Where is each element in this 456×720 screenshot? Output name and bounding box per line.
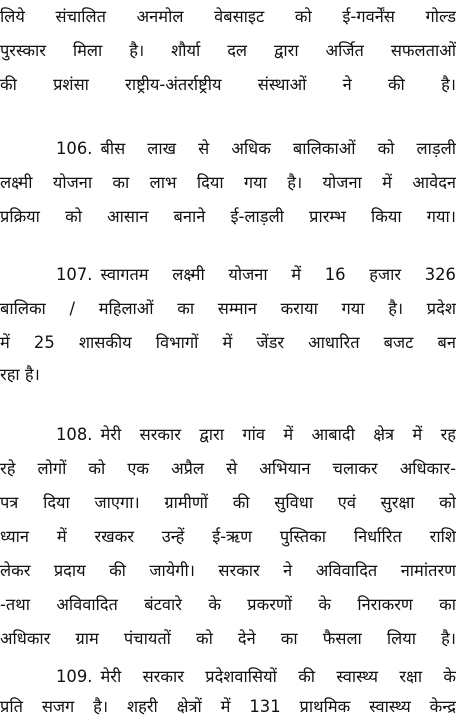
text-line: स्वागतम लक्ष्मी योजना में 16 हजार 326 — [100, 265, 456, 284]
paragraph-number: 107. — [56, 265, 93, 284]
text-line: पुरस्कार मिला है। शौर्या दल द्वारा अर्जित सफलताओं — [0, 41, 456, 60]
paragraph-first-line — [0, 664, 456, 690]
paragraph-number: 109. — [56, 667, 93, 686]
text-line: बालिका / महिलाओं का सम्मान कराया गया है। प्रदेश — [0, 299, 456, 318]
text-line: लक्ष्मी योजना का लाभ दिया गया है। योजना में आवेदन — [0, 173, 456, 192]
text-line: -तथा अविवादित बंटवारे के प्रकरणों के निराकरण का — [0, 595, 456, 614]
paragraph-first-line — [0, 136, 456, 162]
text-line: पत्र दिया जाएगा। ग्रामीणों की सुविधा एवं सुरक्षा को — [0, 493, 456, 512]
text-line: की प्रशंसा राष्ट्रीय-अंतर्राष्ट्रीय संस्थाओं ने की है। — [0, 75, 456, 94]
text-line: लेकर प्रदाय की जायेगी। सरकार ने अविवादित नामांतरण — [0, 561, 456, 580]
text-line: मेरी सरकार प्रदेशवासियों की स्वास्थ्य रक्षा के — [100, 667, 456, 686]
paragraph-first-line — [0, 422, 456, 448]
text-line: बीस लाख से अधिक बालिकाओं को लाड़ली — [100, 139, 456, 158]
text-line: प्रक्रिया को आसान बनाने ई-लाड़ली प्रारम्भ किया गया। — [0, 207, 456, 226]
text-line: ध्यान में रखकर उन्हें ई-ऋण पुस्तिका निर्धारित राशि — [0, 527, 456, 546]
text-line: मेरी सरकार द्वारा गांव में आबादी क्षेत्र में रह — [100, 425, 456, 444]
text-line: रहा है। — [0, 365, 40, 384]
text-line: में 25 शासकीय विभागों में जेंडर आधारित बजट बन — [0, 333, 456, 352]
paragraph-number: 106. — [56, 139, 93, 158]
text-line: अधिकार ग्राम पंचायतों को देने का फैसला लिया है। — [0, 629, 456, 648]
text-line: लिये संचालित अनमोल वेबसाइट को ई-गवर्नेंस गोल्ड — [0, 7, 456, 26]
text-line: प्रति सजग है। शहरी क्षेत्रों में 131 प्राथमिक स्वास्थ्य केन्द्र — [0, 697, 456, 716]
paragraph-first-line — [0, 262, 456, 288]
text-line: रहे लोगों को एक अप्रैल से अभियान चलाकर अधिकार- — [0, 459, 456, 478]
paragraph-number: 108. — [56, 425, 93, 444]
